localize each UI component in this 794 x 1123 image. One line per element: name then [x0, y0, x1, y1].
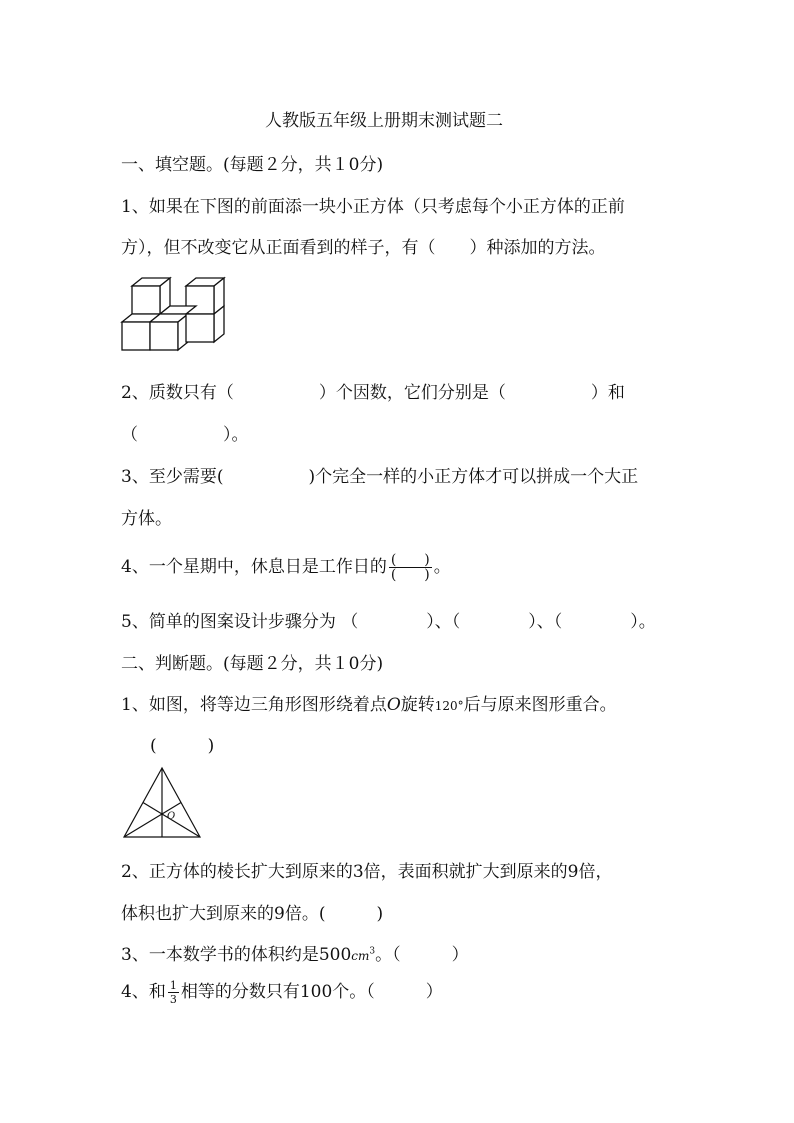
s2-q4-text-a: 4、和: [121, 982, 166, 1002]
s1-q4-end: 。: [433, 557, 451, 577]
s2-q2-line2: 体积也扩大到原来的9倍。( ): [121, 904, 384, 924]
triangle-center-label: O: [167, 811, 176, 822]
section2-heading: 二、判断题。(每题２分，共１0分): [121, 654, 384, 674]
s1-q4-fraction: [389, 553, 432, 582]
s1-q4: [121, 552, 451, 582]
s2-q3-text-a: 3、一本数学书的体积约是500: [121, 945, 352, 965]
page-title: 人教版五年级上册期末测试题二: [265, 111, 503, 131]
s2-q1-text-c: 后与原来图形重合。: [463, 695, 617, 715]
s1-q4-text: 4、一个星期中，休息日是工作日的: [121, 557, 387, 577]
s1-q2-line1: 2、质数只有（ ）个因数，它们分别是（ ）和: [121, 383, 625, 403]
s1-q3-line2: 方体。: [121, 509, 172, 529]
s2-q1-angle: 120°: [434, 699, 464, 713]
s2-q1-text-a: 1、如图，将等边三角形图形绕着点: [121, 695, 387, 715]
s2-q3-unit: cm: [351, 949, 370, 963]
s1-q1-line1: 1、如果在下图的前面添一块小正方体（只考虑每个小正方体的正前: [121, 197, 625, 217]
s1-q2-line2: （ ）。: [121, 425, 249, 445]
s2-q1-text-b: 旋转: [400, 695, 435, 715]
cubes-figure: [118, 276, 230, 356]
s2-q1-point: O: [386, 695, 401, 715]
triangle-figure: [121, 766, 203, 840]
s2-q4-denominator: 3: [169, 993, 177, 1006]
s2-q3-unit-exponent: 3: [369, 946, 376, 957]
s1-q5: 5、简单的图案设计步骤分为 （ ）、（ ）、（ ）。: [121, 612, 656, 632]
s2-q4: [121, 977, 443, 1006]
s1-q1-line2: 方），但不改变它从正面看到的样子，有（ ）种添加的方法。: [121, 238, 606, 258]
s2-q1-answer-blank: ( ): [150, 736, 215, 756]
section1-heading: 一、填空题。(每题２分，共１0分): [121, 155, 384, 175]
s2-q2-line1: 2、正方体的棱长扩大到原来的3倍，表面积就扩大到原来的9倍，: [121, 862, 613, 882]
s2-q4-numerator: 1: [169, 979, 177, 992]
s2-q3: [121, 940, 469, 965]
s2-q1-line1: [121, 690, 617, 715]
s1-q3-line1: 3、至少需要( )个完全一样的小正方体才可以拼成一个大正: [121, 467, 639, 487]
s2-q3-text-b: 。（ ）: [375, 945, 469, 965]
s1-q4-denominator-blank: ( ): [390, 567, 430, 583]
s2-q4-text-b: 相等的分数只有100个。（ ）: [180, 982, 443, 1002]
s1-q4-numerator-blank: ( ): [390, 552, 430, 568]
s2-q4-fraction: [168, 979, 179, 1006]
